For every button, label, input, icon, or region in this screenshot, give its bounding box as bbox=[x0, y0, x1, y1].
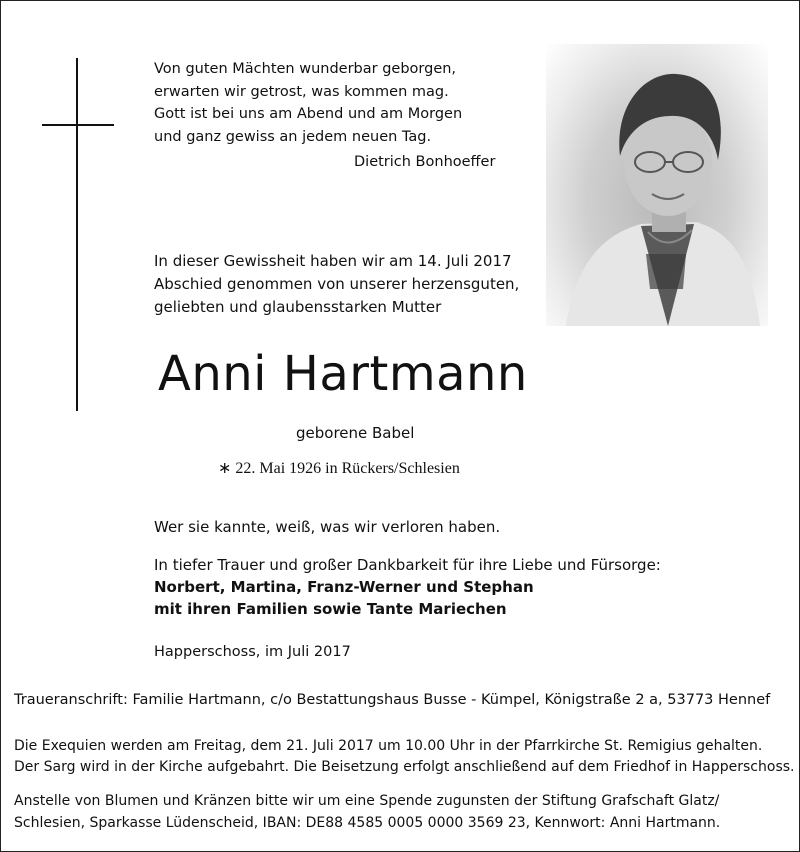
service-line: Der Sarg wird in der Kirche aufgebahrt. Die Beisetzung erfolgt anschließend auf dem Friedhof in Happerschoss. bbox=[14, 759, 795, 775]
intro-text bbox=[154, 250, 519, 319]
mourners-intro: In tiefer Trauer und großer Dankbarkeit für ihre Liebe und Fürsorge: bbox=[154, 556, 661, 574]
birth-name: geborene Babel bbox=[296, 424, 415, 442]
poem-line: Gott ist bei uns am Abend und am Morgen bbox=[154, 106, 463, 122]
poem-author: Dietrich Bonhoeffer bbox=[354, 154, 496, 170]
donation-line: Schlesien, Sparkasse Lüdenscheid, IBAN: DE88 4585 0005 0000 3569 23, Kennwort: Anni Hartmann. bbox=[14, 815, 721, 831]
intro-line: Abschied genommen von unserer herzensguten, bbox=[154, 275, 520, 293]
poem-line: Von guten Mächten wunderbar geborgen, bbox=[154, 61, 457, 77]
portrait-photo bbox=[546, 44, 768, 326]
poem bbox=[154, 58, 462, 148]
cross-horizontal-bar bbox=[42, 124, 114, 126]
cross-vertical-bar bbox=[76, 58, 78, 411]
mourning-address: Traueranschrift: Familie Hartmann, c/o Bestattungshaus Busse - Kümpel, Königstraße 2 a, 53773 Hennef bbox=[14, 692, 771, 708]
mourners-names: Norbert, Martina, Franz-Werner und Stephan bbox=[154, 578, 534, 596]
service-info bbox=[14, 736, 794, 778]
portrait-figure-icon bbox=[546, 44, 768, 326]
place-date: Happerschoss, im Juli 2017 bbox=[154, 644, 351, 660]
deceased-name: Anni Hartmann bbox=[158, 346, 528, 402]
intro-line: geliebten und glaubensstarken Mutter bbox=[154, 298, 442, 316]
intro-line: In dieser Gewissheit haben wir am 14. Juli 2017 bbox=[154, 252, 512, 270]
mourners-block bbox=[154, 554, 661, 620]
poem-line: und ganz gewiss an jedem neuen Tag. bbox=[154, 128, 432, 145]
birth-info: ∗ 22. Mai 1926 in Rückers/Schlesien bbox=[218, 460, 460, 477]
service-line: Die Exequien werden am Freitag, dem 21. Juli 2017 um 10.00 Uhr in der Pfarrkirche St. Remigius gehalten. bbox=[14, 738, 763, 754]
donation-info bbox=[14, 790, 720, 834]
saying: Wer sie kannte, weiß, was wir verloren haben. bbox=[154, 518, 501, 536]
donation-line: Anstelle von Blumen und Kränzen bitte wir um eine Spende zugunsten der Stiftung Grafschaft Glatz/ bbox=[14, 793, 720, 809]
mourners-names: mit ihren Familien sowie Tante Mariechen bbox=[154, 600, 507, 618]
poem-line: erwarten wir getrost, was kommen mag. bbox=[154, 83, 449, 100]
